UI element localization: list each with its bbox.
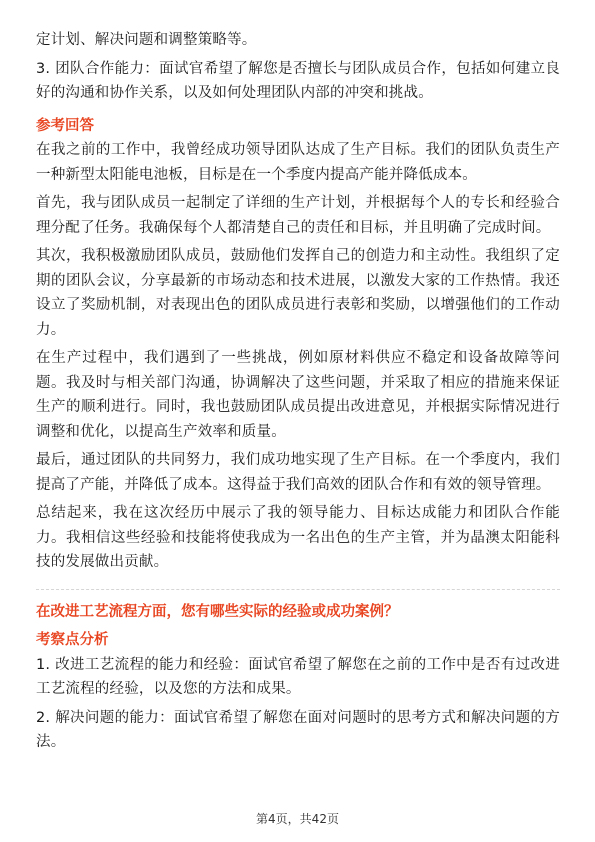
reference-answer-heading: 参考回答 (36, 117, 94, 134)
answer-paragraph-6: 总结起来，我在这次经历中展示了我的领导能力、目标达成能力和团队合作能力。我相信这些经验和技能将使我成为一名出色的生产主管，并为晶澳太阳能科技的发展做出贡献。 (36, 505, 560, 570)
paragraph-continued: 定计划、解决问题和调整策略等。 (36, 32, 257, 48)
question-title: 在改进工艺流程方面，您有哪些实际的经验或成功案例？ (36, 603, 399, 620)
page-footer: 第4页，共42页 (256, 812, 339, 826)
analysis-heading: 考察点分析 (36, 632, 109, 648)
analysis-item-2: 2. 解决问题的能力：面试官希望了解您在面对问题时的思考方式和解决问题的方法。 (36, 709, 560, 750)
page-content (36, 28, 560, 755)
section-divider (36, 589, 560, 590)
answer-paragraph-4: 在生产过程中，我们遇到了一些挑战，例如原材料供应不稳定和设备故障等问题。我及时与相关部门沟通，协调解决了这些问题，并采取了相应的措施来保证生产的顺利进行。同时，我也鼓励团队成员提出改进意见，并根据实际情况进行调整和优化，以提高生产效率和质量。 (36, 350, 560, 440)
answer-paragraph-2: 首先，我与团队成员一起制定了详细的生产计划，并根据每个人的专长和经验合理分配了任务。我确保每个人都清楚自己的责任和目标，并且明确了完成时间。 (36, 195, 560, 236)
analysis-item-3: 3. 团队合作能力：面试官希望了解您是否擅长与团队成员合作，包括如何建立良好的沟通和协作关系，以及如何处理团队内部的冲突和挑战。 (36, 60, 560, 101)
answer-paragraph-3: 其次，我积极激励团队成员，鼓励他们发挥自己的创造力和主动性。我组织了定期的团队会议，分享最新的市场动态和技术进展，以激发大家的工作热情。我还设立了奖励机制，对表现出色的团队成员进行表彰和奖励，以增强他们的工作动力。 (36, 248, 560, 338)
answer-paragraph-5: 最后，通过团队的共同努力，我们成功地实现了生产目标。在一个季度内，我们提高了产能，并降低了成本。这得益于我们高效的团队合作和有效的领导管理。 (36, 452, 560, 493)
analysis-item-1: 1. 改进工艺流程的能力和经验：面试官希望了解您在之前的工作中是否有过改进工艺流程的经验，以及您的方法和成果。 (36, 656, 560, 697)
answer-paragraph-1: 在我之前的工作中，我曾经成功领导团队达成了生产目标。我们的团队负责生产一种新型太阳能电池板，目标是在一个季度内提高产能并降低成本。 (36, 142, 560, 183)
